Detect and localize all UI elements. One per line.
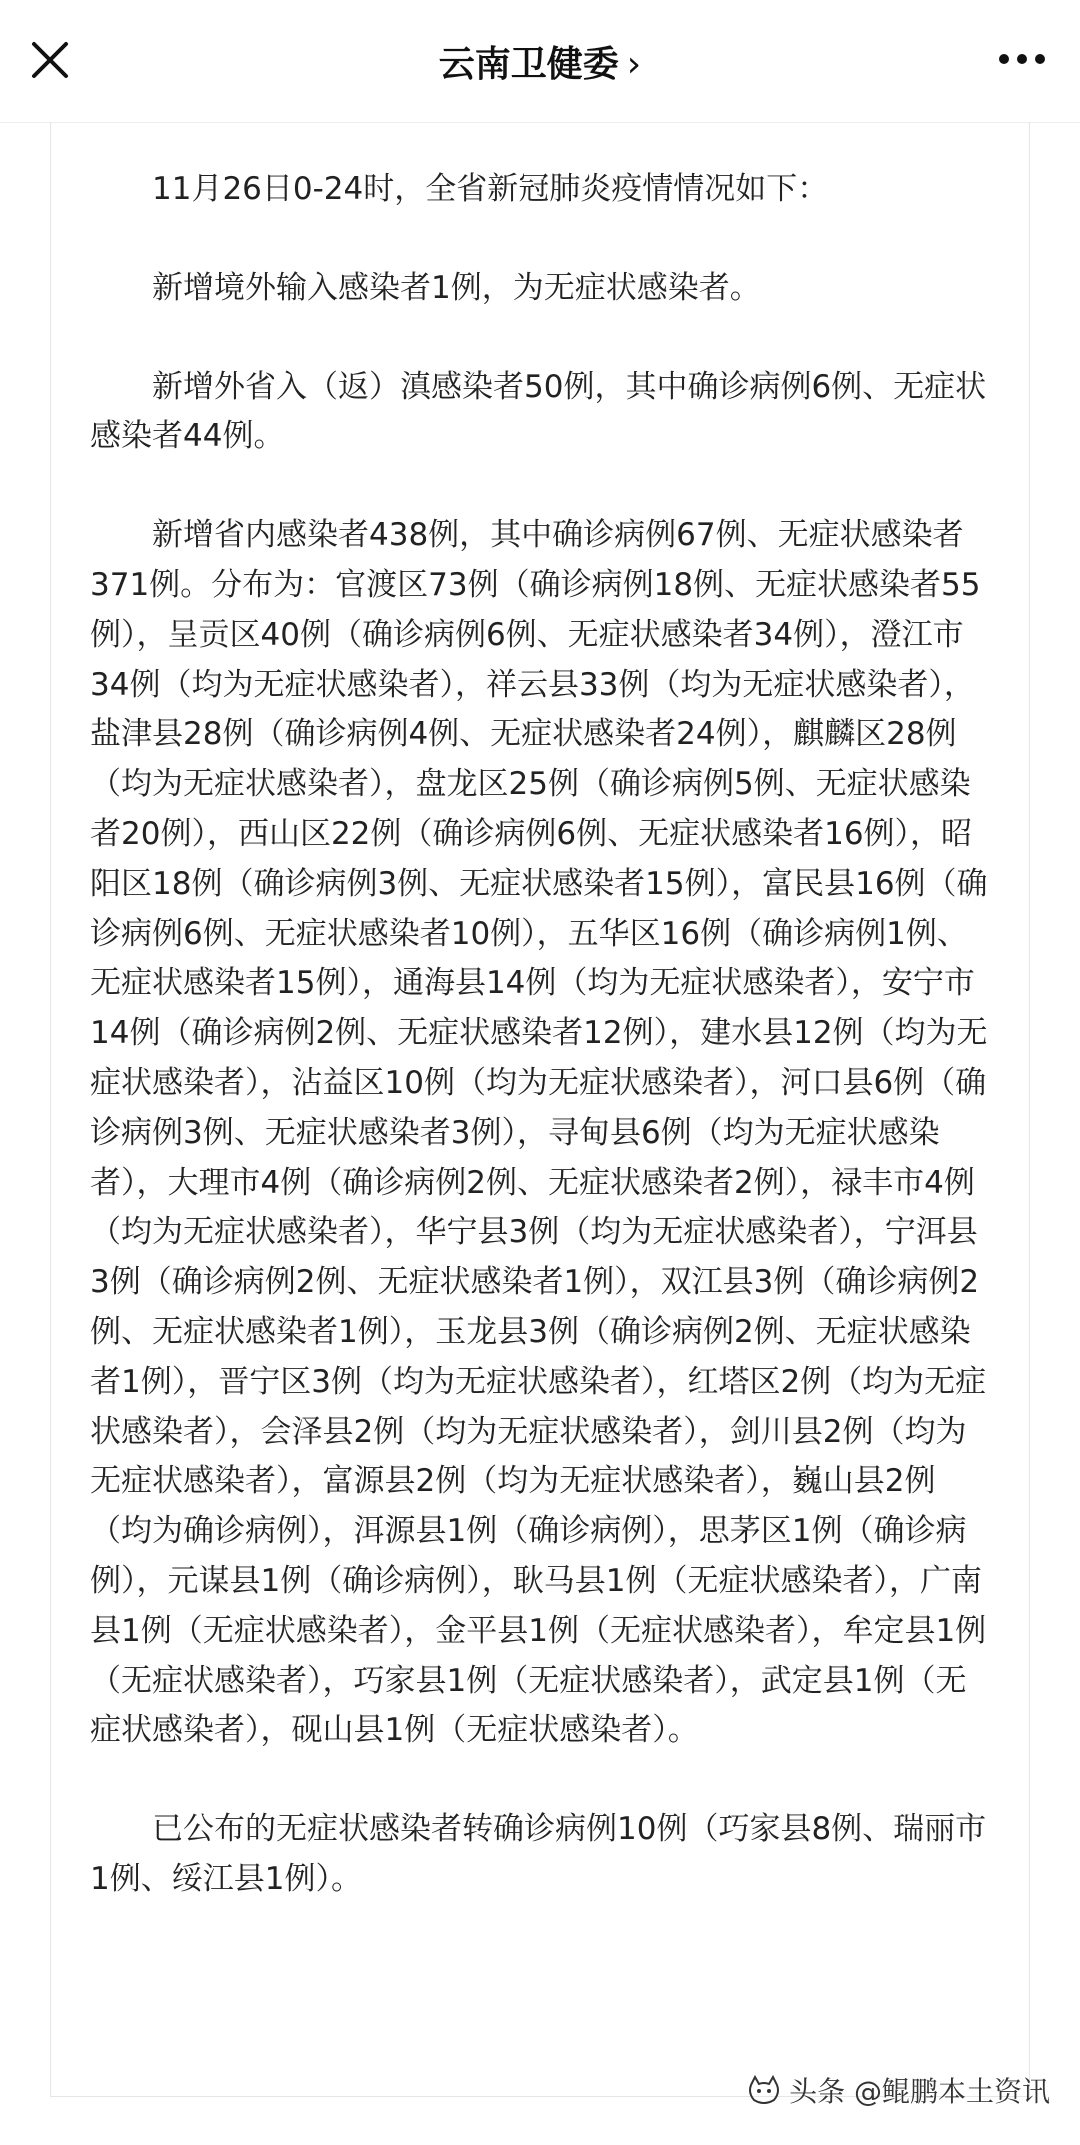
article-body [90, 165, 990, 1905]
watermark-text: 头条 @鲲鹏本土资讯 [789, 2075, 1050, 2108]
paragraph-4: 新增省内感染者438例，其中确诊病例67例、无症状感染者371例。分布为：官渡区73例（确诊病例18例、无症状感染者55例），呈贡区40例（确诊病例6例、无症状感染者34例），澄江市34例（均为无症状感染者），祥云县33例（均为无症状感染者），盐津县28例（确诊病例4例、无症状感染者24例），麒麟区28例（均为无症状感染者），盘龙区25例（确诊病例5例、无症状感染者20例），西山区22例（确诊病例6例、无症状感染者16例），昭阳区18例（确诊病例3例、无症状感染者15例），富民县16例（确诊病例6例、无症状感染者10例），五华区16例（确诊病例1例、无症状感染者15例），通海县14例（均为无症状感染者），安宁市14例（确诊病例2例、无症状感染者12例），建水县12例（均为无症状感染者），沾益区10例（均为无症状感染者），河口县6例（确诊病例3例、无症状感染者3例），寻甸县6例（均为无症状感染者），大理市4例（确诊病例2例、无症状感染者2例），禄丰市4例（均为无症状感染者），华宁县3例（均为无症状感染者），宁洱县3例（确诊病例2例、无症状感染者1例），双江县3例（确诊病例2例、无症状感染者1例），玉龙县3例（确诊病例2例、无症状感染者1例），晋宁区3例（均为无症状感染者），红塔区2例（均为无症状感染者），会泽县2例（均为无症状感染者），剑川县2例（均为无症状感染者），富源县2例（均为无症状感染者），巍山县2例（均为确诊病例），洱源县1例（确诊病例），思茅区1例（确诊病例），元谋县1例（确诊病例），耿马县1例（无症状感染者），广南县1例（无症状感染者），金平县1例（无症状感染者），牟定县1例（无症状感染者），巧家县1例（无症状感染者），武定县1例（无症状感染者），砚山县1例（无症状感染者）。 [90, 517, 988, 1749]
paragraph-2: 新增境外输入感染者1例，为无症状感染者。 [152, 269, 761, 306]
paragraph-1: 11月26日0-24时，全省新冠肺炎疫情情况如下： [152, 171, 829, 207]
paragraph-3: 新增外省入（返）滇感染者50例，其中确诊病例6例、无症状感染者44例。 [90, 368, 987, 455]
cat-icon [747, 2075, 781, 2105]
paragraph-5: 已公布的无症状感染者转确诊病例10例（巧家县8例、瑞丽市1例、绥江县1例）。 [90, 1811, 987, 1897]
account-title-link[interactable] [0, 36, 1080, 87]
watermark [747, 2070, 1050, 2110]
more-icon[interactable] [994, 44, 1050, 74]
account-title: 云南卫健委 [438, 44, 619, 85]
top-bar [0, 0, 1080, 123]
chevron-right-icon: › [626, 44, 642, 85]
